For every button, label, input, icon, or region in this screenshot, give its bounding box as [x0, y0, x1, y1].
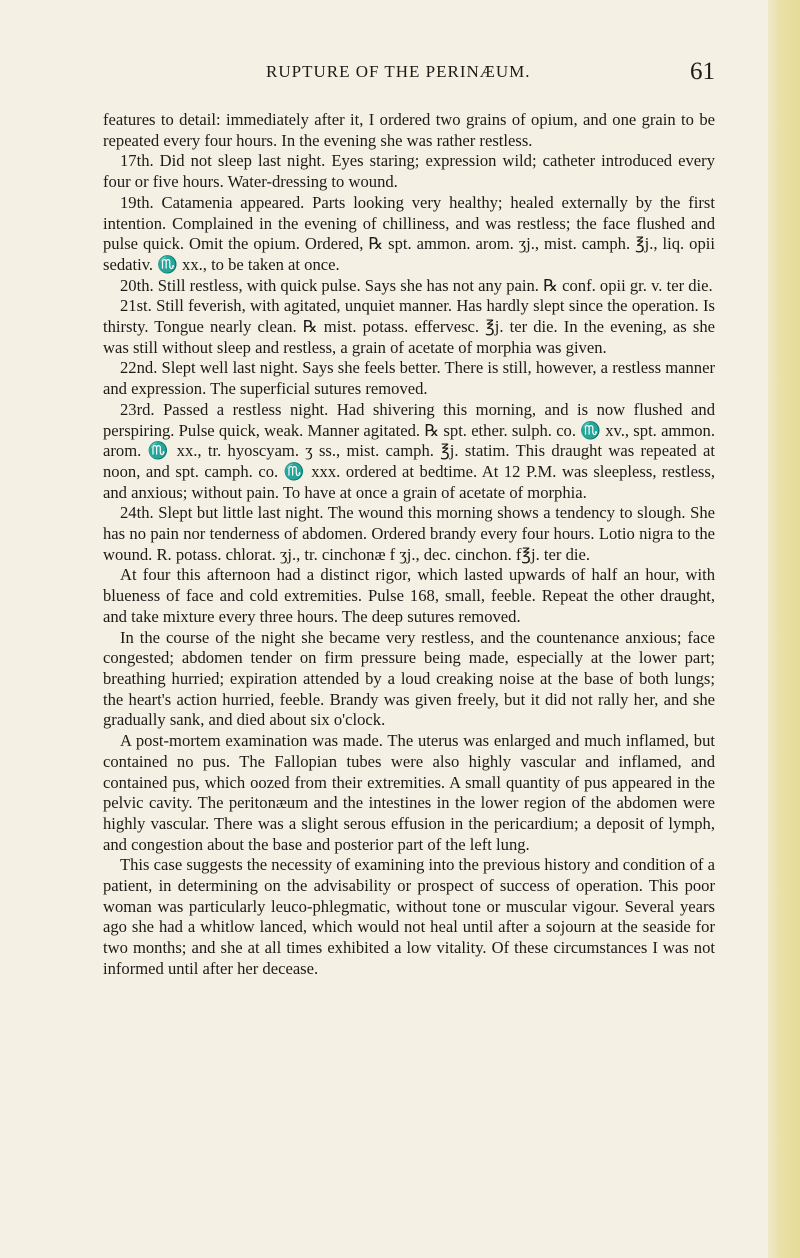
paragraph: 24th. Slept but little last night. The wound this morning shows a tendency to slough. She has no pain nor tenderness of abdomen. Ordered brandy every four hours. Lotio nigra to the wound. R. potass. chlorat. ʒj., tr. cinchonæ f ʒj., dec. cinchon. f℥j. ter die.	[103, 503, 715, 564]
page-edge	[768, 0, 800, 1258]
paragraph: features to detail: immediately after it, I ordered two grains of opium, and one grain to be repeated every four hours. In the evening she was rather restless.	[103, 110, 715, 150]
paragraph: 20th. Still restless, with quick pulse. Says she has not any pain. ℞ conf. opii gr. v. ter die.	[120, 275, 713, 295]
paragraph: 22nd. Slept well last night. Says she feels better. There is still, however, a restless manner and expression. The superficial sutures removed.	[103, 358, 715, 399]
running-head: RUPTURE OF THE PERINÆUM.	[266, 62, 531, 81]
body-text	[103, 110, 715, 980]
paragraph: At four this afternoon had a distinct rigor, which lasted upwards of half an hour, with blueness of face and cold extremities. Pulse 168, small, feeble. Repeat the other draught, and take mixture every three hours. The deep sutures removed.	[103, 565, 715, 626]
paragraph: A post-mortem examination was made. The uterus was enlarged and much inflamed, but contained no pus. The Fallopian tubes were also highly vascular and inflamed, and contained pus, which oozed from their extremities. A small quantity of pus appeared in the pelvic cavity. The peritonæum and the intestines in the lower region of the abdomen were highly vascular. There was a slight serous effusion in the pericardium; a deposit of lymph, and congestion about the base and posterior part of the left lung.	[103, 731, 715, 854]
paragraph: This case suggests the necessity of examining into the previous history and condition of a patient, in determining on the advisability or prospect of success of operation. This poor woman was particularly leuco-phlegmatic, without tone or muscular vigour. Several years ago she had a whitlow lanced, which would not heal until after a sojourn at the seaside for two months; and she at all times exhibited a low vitality. Of these circumstances I was not informed until after her decease.	[103, 855, 715, 978]
paragraph: 19th. Catamenia appeared. Parts looking very healthy; healed externally by the first intention. Complained in the evening of chilliness, and was restless; the face flushed and pulse quick. Omit the opium. Ordered, ℞ spt. ammon. arom. ʒj., mist. camph. ℥j., liq. opii sedativ. ♏ xx., to be taken at once.	[103, 192, 715, 274]
page-header	[103, 58, 715, 88]
paragraph: In the course of the night she became very restless, and the countenance anxious; face congested; abdomen tender on firm pressure being made, especially at the lower part; breathing hurried; expiration attended by a loud creaking noise at the base of both lungs; the heart's action hurried, feeble. Brandy was given freely, but it did not rally her, and she gradually sank, and died about six o'clock.	[103, 627, 715, 730]
paragraph: 21st. Still feverish, with agitated, unquiet manner. Has hardly slept since the operation. Is thirsty. Tongue nearly clean. ℞ mist. potass. effervesc. ℥j. ter die. In the evening, as she was still without sleep and restless, a grain of acetate of morphia was given.	[103, 296, 715, 357]
paragraph: 17th. Did not sleep last night. Eyes staring; expression wild; catheter introduced every four or five hours. Water-dressing to wound.	[103, 151, 715, 192]
paragraph: 23rd. Passed a restless night. Had shivering this morning, and is now flushed and perspiring. Pulse quick, weak. Manner agitated. ℞ spt. ether. sulph. co. ♏ xv., spt. ammon. arom. ♏ xx., tr. hyoscyam. ʒ ss., mist. camph. ℥j. statim. This draught was repeated at noon, and spt. camph. co. ♏ xxx. ordered at bedtime. At 12 P.M. was sleepless, restless, and anxious; without pain. To have at once a grain of acetate of morphia.	[103, 399, 715, 502]
page-number: 61	[690, 58, 715, 85]
